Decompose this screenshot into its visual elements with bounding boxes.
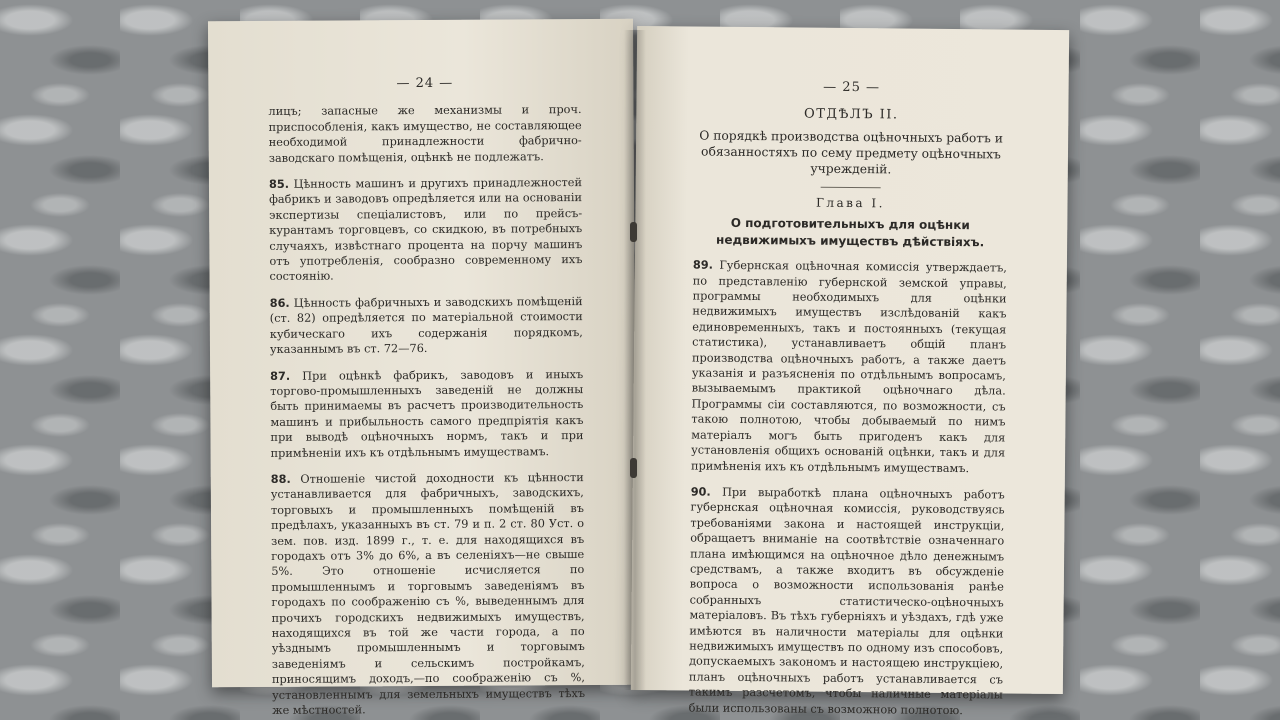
chapter-title: О подготовительныхъ для оцѣнки недвижимыхъ имуществъ дѣйствіяхъ. [716, 216, 985, 250]
paragraph-number: 86. [269, 296, 290, 310]
paragraph-text: Цѣнность фабричныхъ и заводскихъ помѣщеній (ст. 82) опредѣляется по матеріальной стоимости кубическаго ихъ содержанія порядкомъ, указаннымъ въ ст. 72—76. [269, 294, 583, 357]
paragraph-90 [689, 484, 1005, 718]
paragraph-number: 87. [270, 369, 291, 383]
section-title: ОТДѢЛЪ II. [804, 106, 899, 123]
paragraph-88 [271, 470, 585, 718]
page-number: — 24 — [396, 75, 454, 92]
paragraph-text: При выработкѣ плана оцѣночныхъ работъ губернская оцѣночная комиссія, руководствуясь требованіями закона и настоящей инструкціи, обращаетъ вниманіе на соотвѣтствіе означеннаго плана имѣющимся на оцѣночное дѣло денежнымъ средствамъ, а также входитъ въ обсужденіе вопроса о возможности использованія ранѣе собранныхъ статистическо-оцѣночныхъ матеріаловъ. Въ тѣхъ губерніяхъ и уѣздахъ, гдѣ уже имѣются въ наличности матеріалы для оцѣнки недвижимыхъ имуществъ по одному изъ способовъ, допускаемыхъ закономъ и настоящею инструкціею, планъ оцѣночныхъ работъ устанавливается съ такимъ разсчетомъ, чтобы наличные матеріалы были использованы съ возможною полнотою. [688, 485, 1005, 717]
paragraph-text: Цѣнность машинъ и другихъ принадлежностей фабрикъ и заводовъ опредѣляется или на основаніи экспертизы спеціалистовъ, или по прейсъ-курантамъ торговцевъ, со скидкою, въ потребныхъ случаяхъ, извѣстнаго процента на порчу машинъ отъ употребленія, сообразно современному ихъ состоянію. [269, 176, 583, 284]
chapter-heading: Глава I. [815, 195, 886, 211]
book-spine [624, 30, 646, 690]
paragraph-number: 85. [268, 177, 290, 191]
paragraph-87 [270, 367, 584, 461]
divider [821, 187, 881, 189]
page-number: — 25 — [823, 79, 881, 96]
paragraph-number: 89. [692, 258, 713, 272]
paragraph-86 [270, 294, 583, 358]
paragraph-text: Отношеніе чистой доходности къ цѣнности устанавливается для фабричныхъ, заводскихъ, торговыхъ и промышленныхъ помѣщеній въ предѣлахъ, указанныхъ въ ст. 79 и п. 2 ст. 80 Уст. о зем. пов. изд. 1899 г., т. е. для находящихся въ городахъ отъ 3% до 6%, а въ селеніяхъ—не свыше 5%. Это отношеніе исчисляется по промышленнымъ и торговымъ заведеніямъ въ городахъ по соображенію съ %, выведеннымъ для прочихъ городскихъ недвижимыхъ имуществъ, находящихся въ той же части города, а по уѣзднымъ промышленнымъ и торговымъ заведеніямъ и сельскимъ постройкамъ, приносящимъ доходъ,—по соображенію съ %, установленнымъ для земельныхъ имуществъ тѣхъ же мѣстностей. [270, 470, 586, 717]
paragraph-text: Губернская оцѣночная комиссія утверждаетъ, по представленію губернской земской управы, программы необходимыхъ для оцѣнки недвижимыхъ имуществъ изслѣдованій какъ единовременныхъ, такъ и постоянныхъ (текущая статистика), устанавливаетъ общій планъ производства оцѣночныхъ работъ, а также даетъ указанія и разъясненія по отдѣльнымъ вопросамъ, вызываемымъ практикой оцѣночнаго дѣла. Программы сіи составляются, по возможности, съ такою полнотою, чтобы добываемый по нимъ матеріалъ могъ быть пригоденъ какъ для установленія общихъ основаній оцѣнки, такъ и для примѣненія ихъ къ отдѣльнымъ имуществамъ. [690, 258, 1007, 475]
right-page [631, 26, 1069, 717]
paragraph-89 [691, 258, 1007, 477]
section-subtitle: О порядкѣ производства оцѣночныхъ работъ и обязанностяхъ по сему предмету оцѣночныхъ учрежденій. [699, 128, 1004, 177]
staple [630, 222, 637, 242]
paragraph-number: 90. [690, 485, 711, 499]
paragraph: лицъ; запасные же механизмы и проч. приспособленія, какъ имущество, не составляющее необходимой принадлежности фабрично-заводскаго помѣщенія, оцѣнкѣ не подлежатъ. [268, 103, 582, 165]
paragraph-number: 88. [270, 472, 291, 486]
paragraph-text: При оцѣнкѣ фабрикъ, заводовъ и иныхъ торгово-промышленныхъ заведеній не должны быть принимаемы въ расчетъ производительность машинъ и прибыльность самого предпріятія какъ при выводѣ оцѣночныхъ нормъ, такъ и при примѣненіи ихъ къ отдѣльнымъ имуществамъ. [270, 367, 584, 460]
staple [630, 458, 637, 478]
paragraph-85 [269, 175, 583, 285]
left-page [208, 19, 637, 717]
